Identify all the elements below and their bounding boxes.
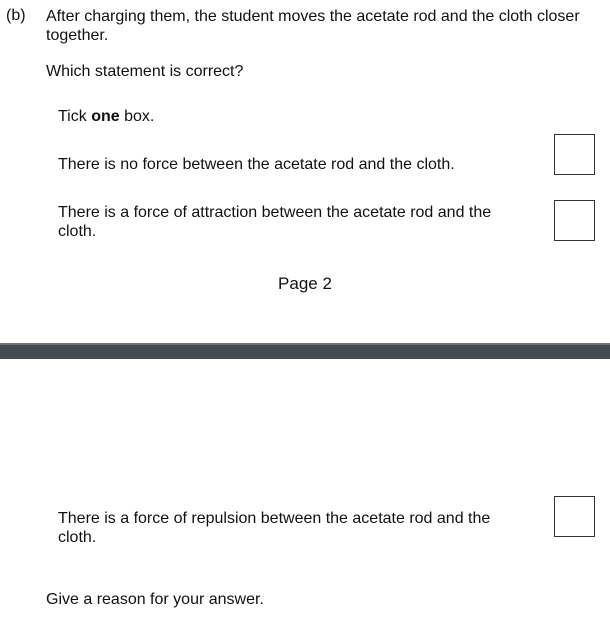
option-repulsion-text: There is a force of repulsion between the acetate rod and the cloth. xyxy=(58,510,491,546)
tick-instruction-prefix: Tick xyxy=(58,108,92,125)
question-stem: After charging them, the student moves the acetate rod and the cloth closer together. xyxy=(46,8,580,44)
question-prompt: Which statement is correct? xyxy=(46,63,244,80)
option-no-force-text: There is no force between the acetate rod and the cloth. xyxy=(58,156,455,173)
tick-instruction-bold: one xyxy=(91,108,120,125)
question-part-label: (b) xyxy=(6,7,26,24)
page-divider xyxy=(0,343,610,359)
tick-instruction xyxy=(58,108,154,126)
option-attraction-checkbox[interactable] xyxy=(554,200,595,241)
option-repulsion-checkbox[interactable] xyxy=(554,496,595,537)
reason-prompt: Give a reason for your answer. xyxy=(46,591,264,608)
page-number: Page 2 xyxy=(278,274,332,293)
tick-instruction-suffix: box. xyxy=(119,108,155,125)
option-no-force-checkbox[interactable] xyxy=(554,134,595,175)
option-attraction-text: There is a force of attraction between the acetate rod and the cloth. xyxy=(58,204,492,240)
